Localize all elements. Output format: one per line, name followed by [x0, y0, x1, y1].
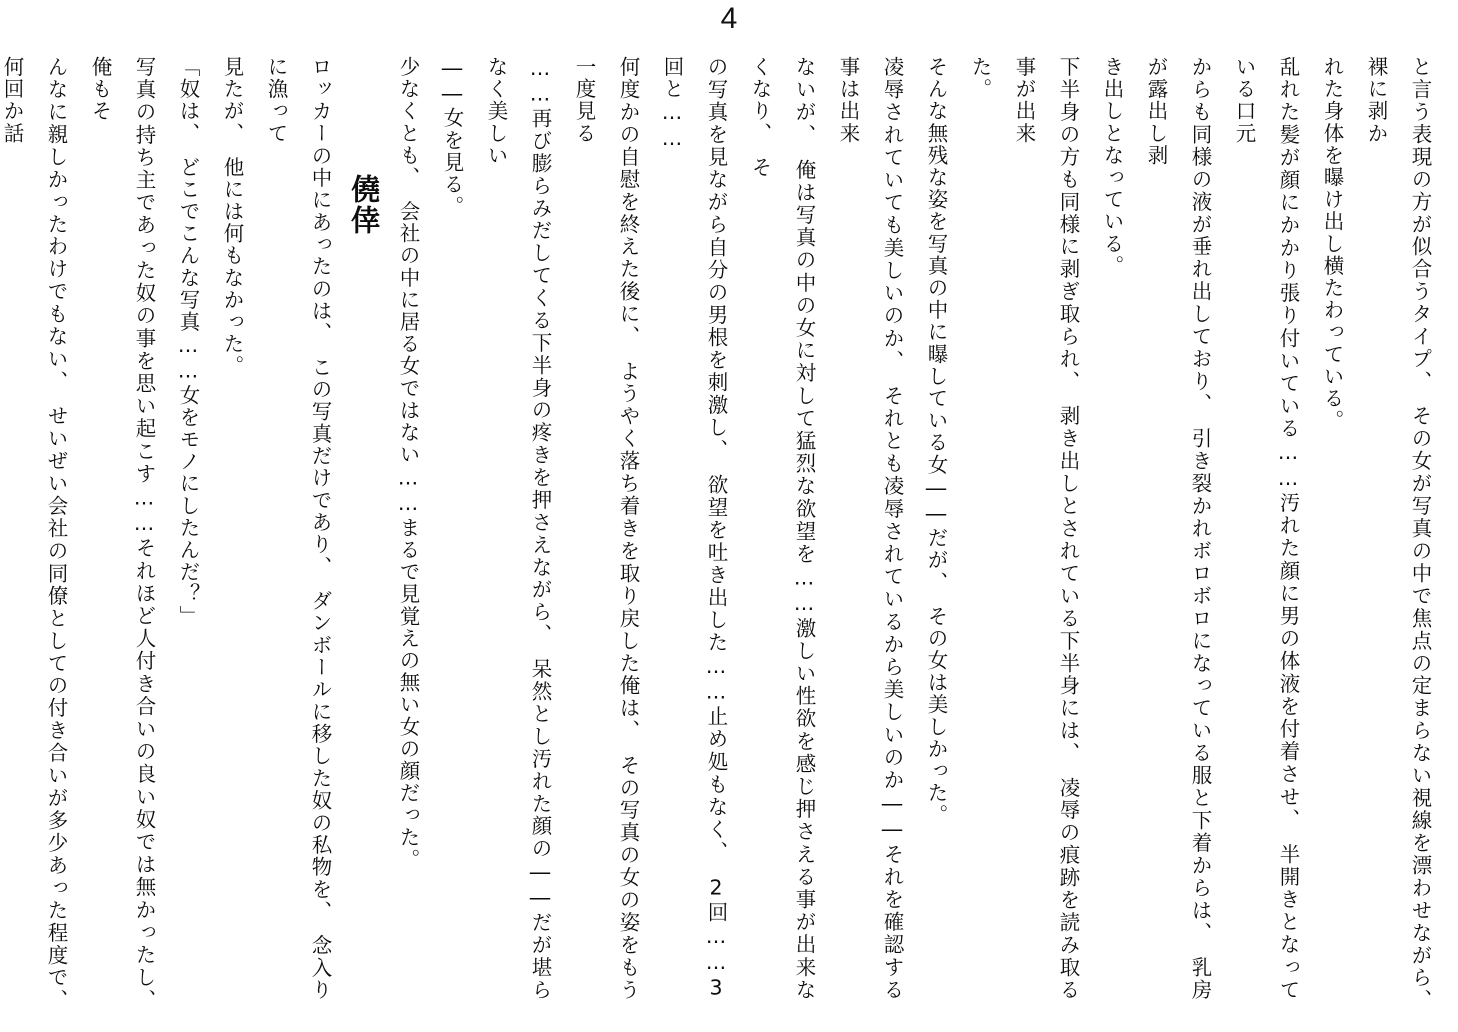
page-number: 4: [720, 2, 738, 35]
paragraph-column: き出しとなっている。: [1100, 56, 1124, 277]
paragraph-column: 凌辱されていても美しいのか、 それとも凌辱されているから美しいのか――それを確認する事は出来: [836, 56, 904, 1001]
paragraph-column: と言う表現の方が似合うタイプ、 その女が写真の中で焦点の定まらない視線を漂わせながら、 裸に剥か: [1364, 56, 1432, 1024]
paragraph-column: 下半身の方も同様に剥ぎ取られ、 剥き出しとされている下半身には、 凌辱の痕跡を読み取る事が出来: [1012, 56, 1080, 1001]
paragraph-column: れた身体を曝け出し横たわっている。: [1320, 56, 1344, 432]
section-heading-text: 僥倖: [347, 174, 381, 236]
paragraph-column: た。: [968, 56, 992, 101]
paragraph-column: 何度かの自慰を終えた後に、 ようやく落ち着きを取り戻した俺は、 その写真の女の姿をもう一度見る: [572, 56, 640, 1001]
section-heading: [342, 56, 386, 1001]
paragraph-column: ロッカーの中にあったのは、 この写真だけであり、 ダンボールに移した奴の私物を、 念入りに漁って: [264, 56, 332, 1001]
paragraph-column: の写真を見ながら自分の男根を刺激し、 欲望を吐き出した……止め処もなく、 2回……3回と……: [660, 56, 728, 1001]
paragraph-column: そんな無残な姿を写真の中に曝している女――だが、 その女は美しかった。: [924, 56, 948, 827]
paragraph-column: ……再び膨らみだしてくる下半身の疼きを押さえながら、 呆然とし汚れた顔の――だが堪らなく美しい: [484, 56, 552, 1001]
paragraph-column: からも同様の液が垂れ出しており、 引き裂かれボロボロになっている服と下着からは、 乳房が露出し剥: [1144, 56, 1212, 1001]
paragraph-column: ――女を見る。: [440, 56, 464, 218]
paragraph-column: 「奴は、 どこでこんな写真……女をモノにしたんだ？」: [176, 56, 200, 628]
paragraph-column: んなに親しかったわけでもない、 せいぜい会社の同僚としての付き合いが多少あった程度で、 何回か話: [0, 56, 68, 1024]
paragraph-column: 見たが、 他には何もなかった。: [220, 56, 244, 378]
vertical-text-body: [0, 56, 1442, 1024]
paragraph-column: 写真の持ち主であった奴の事を思い起こす……それほど人付き合いの良い奴では無かったし、 俺もそ: [88, 56, 156, 1024]
paragraph-column: 乱れた髪が顔にかかり張り付いている……汚れた顔に男の体液を付着させ、 半開きとなっている口元: [1232, 56, 1300, 1001]
paragraph-column: ないが、 俺は写真の中の女に対して猛烈な欲望を……激しい性欲を感じ押さえる事が出来なくなり、 そ: [748, 56, 816, 1001]
paragraph-column: 少なくとも、 会社の中に居る女ではない……まるで見覚えの無い女の顔だった。: [396, 56, 420, 871]
